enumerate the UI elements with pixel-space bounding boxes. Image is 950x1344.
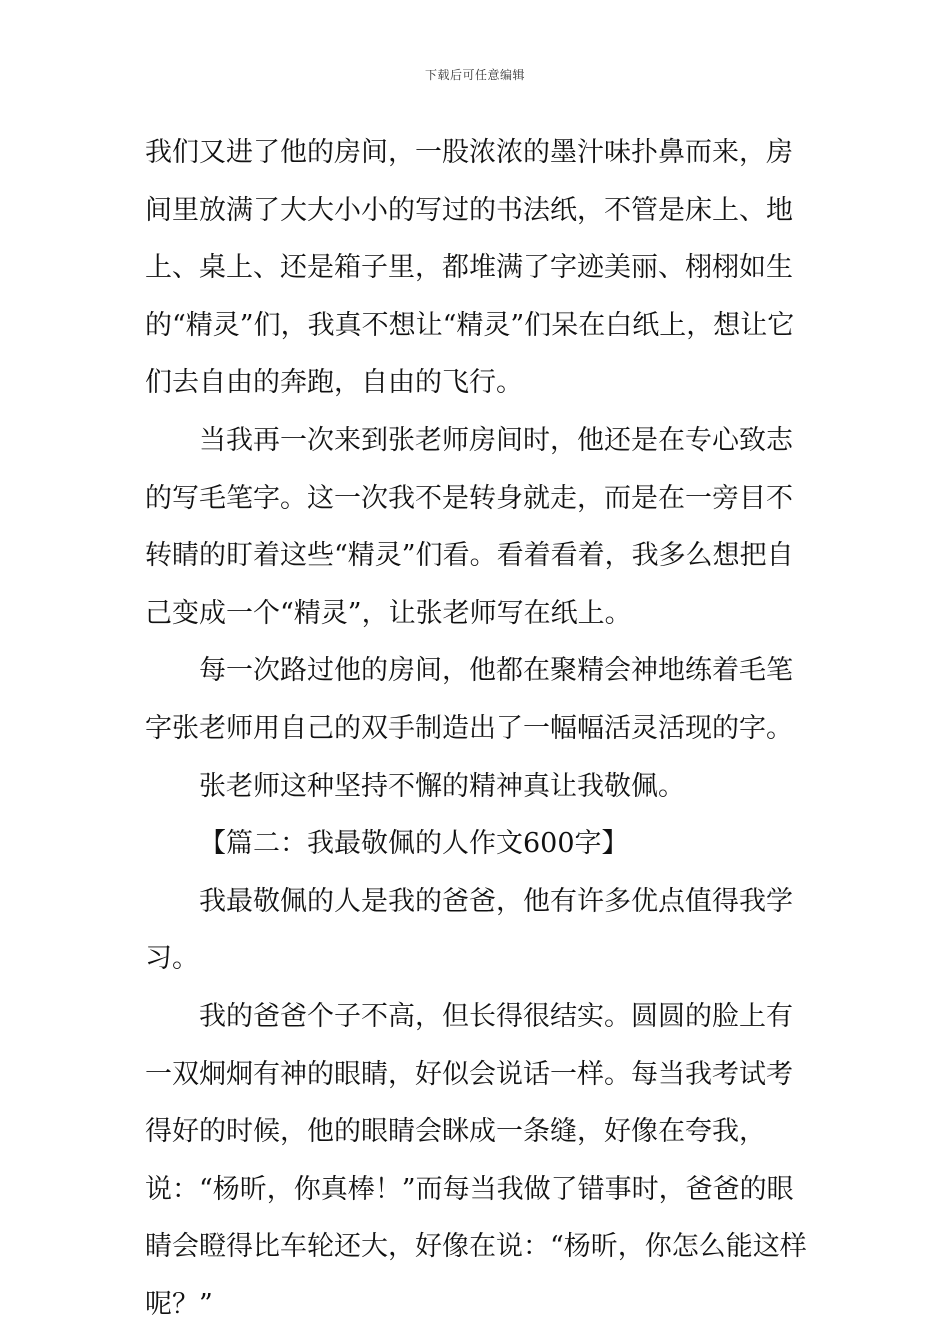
paragraph: 张老师这种坚持不懈的精神真让我敬佩。 bbox=[199, 770, 685, 802]
paragraph-continuation: 我们又进了他的房间，一股浓浓的墨汁味扑鼻而来，房间里放满了大大小小的写过的书法纸，不管是床上、地上、桌上、还是箱子里，都堆满了字迹美丽、栩栩如生的“精灵”们，我真不想让“精灵”们呆在白纸上，想让它们去自由的奔跑，自由的飞行。 bbox=[145, 137, 795, 399]
document-body bbox=[145, 124, 809, 1333]
paragraph: 每一次路过他的房间，他都在聚精会神地练着毛笔字张老师用自己的双手制造出了一幅幅活灵活现的字。 bbox=[145, 655, 793, 744]
paragraph: 当我再一次来到张老师房间时，他还是在专心致志的写毛笔字。这一次我不是转身就走，而是在一旁目不转睛的盯着这些“精灵”们看。看着看着，我多么想把自己变成一个“精灵”，让张老师写在纸上。 bbox=[145, 424, 794, 629]
paragraph: 我最敬佩的人是我的爸爸，他有许多优点值得我学习。 bbox=[145, 885, 793, 975]
paragraph: 我的爸爸个子不高，但长得很结实。圆圆的脸上有一双炯炯有神的眼睛，好似会说话一样。每当我考试考得好的时候，他的眼睛会眯成一条缝，好像在夸我，说：“杨昕，你真棒！”而每当我做了错事时，爸爸的眼睛会瞪得比车轮还大，好像在说：“杨昕，你怎么能这样呢？” bbox=[145, 1000, 807, 1320]
header-note: 下载后可任意编辑 bbox=[424, 68, 525, 82]
section-heading: 【篇二：我最敬佩的人作文600字】 bbox=[199, 828, 629, 860]
